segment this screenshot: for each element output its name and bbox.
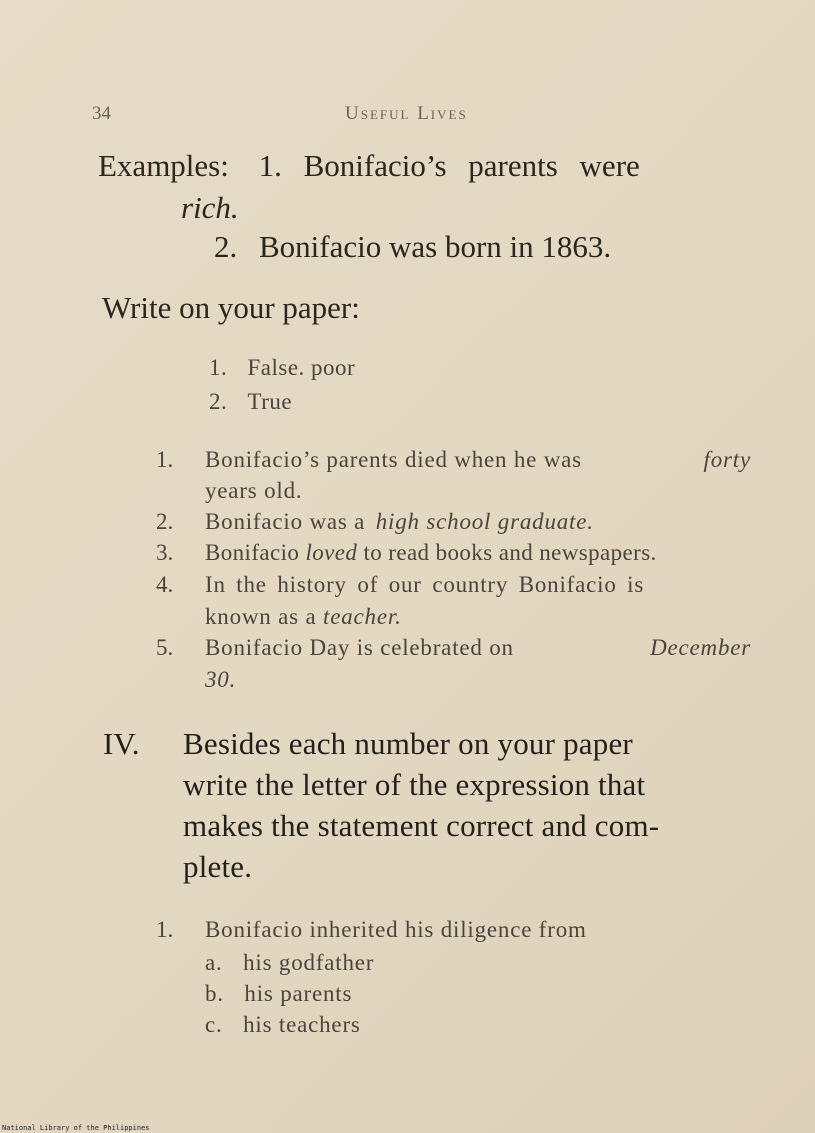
statement-line <box>205 447 751 473</box>
statement-num: 5. <box>156 635 174 660</box>
option-a <box>205 950 374 976</box>
statement-italic: forty <box>703 447 751 472</box>
section-instruction-line: write the letter of the expression that <box>183 767 646 802</box>
section-instruction-line: plete. <box>183 849 253 884</box>
example-text: Bonifacio was born in 1863. <box>259 229 612 264</box>
option-letter: c. <box>205 1012 223 1037</box>
section-numeral: IV. <box>103 726 140 761</box>
example-italic: rich. <box>181 190 239 225</box>
statement-line <box>205 635 751 661</box>
statement-italic: teacher. <box>323 604 402 629</box>
statement-text: Bonifacio Day is celebrated on <box>205 635 514 660</box>
running-title: Useful Lives <box>345 103 468 124</box>
statement-italic: 30. <box>205 667 237 692</box>
option-letter: a. <box>205 950 223 975</box>
section-instruction-line: makes the statement correct and com- <box>183 808 660 843</box>
statement-num: 2. <box>156 509 174 534</box>
section-instruction-line: Besides each number on your paper <box>183 726 633 761</box>
answer-text: False. poor <box>247 355 356 380</box>
question-num: 1. <box>156 917 174 942</box>
option-text: his teachers <box>243 1012 361 1037</box>
answer-line <box>209 389 292 415</box>
examples-line-1 <box>98 148 640 184</box>
examples-label: Examples: <box>98 148 229 183</box>
statement-text: known as a <box>205 604 317 629</box>
example-num: 2. <box>214 229 238 264</box>
statement-line <box>205 509 594 535</box>
examples-line-2 <box>214 229 611 265</box>
statement-text: Bonifacio’s parents died when he was <box>205 447 582 472</box>
option-b <box>205 981 352 1007</box>
statement-italic: loved <box>305 540 358 565</box>
option-c <box>205 1012 361 1038</box>
question-text: Bonifacio inherited his diligence from <box>205 917 587 942</box>
statement-line <box>205 540 657 566</box>
statement-num: 1. <box>156 447 174 472</box>
answer-text: True <box>247 389 293 414</box>
example-text: Bonifacio’s parents were <box>303 148 640 183</box>
statement-num: 3. <box>156 540 174 565</box>
option-text: his godfather <box>243 950 375 975</box>
statement-text: In the history of our country Bonifacio is <box>205 572 645 597</box>
page-number: 34 <box>92 103 111 124</box>
answer-num: 2. <box>209 389 228 414</box>
statement-text: Bonifacio was a <box>205 509 366 534</box>
statement-line <box>205 604 402 630</box>
statement-italic: December <box>650 635 751 660</box>
statement-text: years old. <box>205 478 303 503</box>
statement-italic: high school graduate. <box>375 509 594 534</box>
option-letter: b. <box>205 981 224 1006</box>
option-text: his parents <box>244 981 353 1006</box>
footer-credit: National Library of the Philippines <box>2 1124 150 1132</box>
statement-num: 4. <box>156 572 174 597</box>
answer-num: 1. <box>209 355 228 380</box>
answer-line <box>209 355 355 381</box>
statement-text: Bonifacio <box>205 540 300 565</box>
statement-text: to read books and newspapers. <box>363 540 657 565</box>
example-num: 1. <box>258 148 282 183</box>
write-prompt: Write on your paper: <box>102 290 360 325</box>
